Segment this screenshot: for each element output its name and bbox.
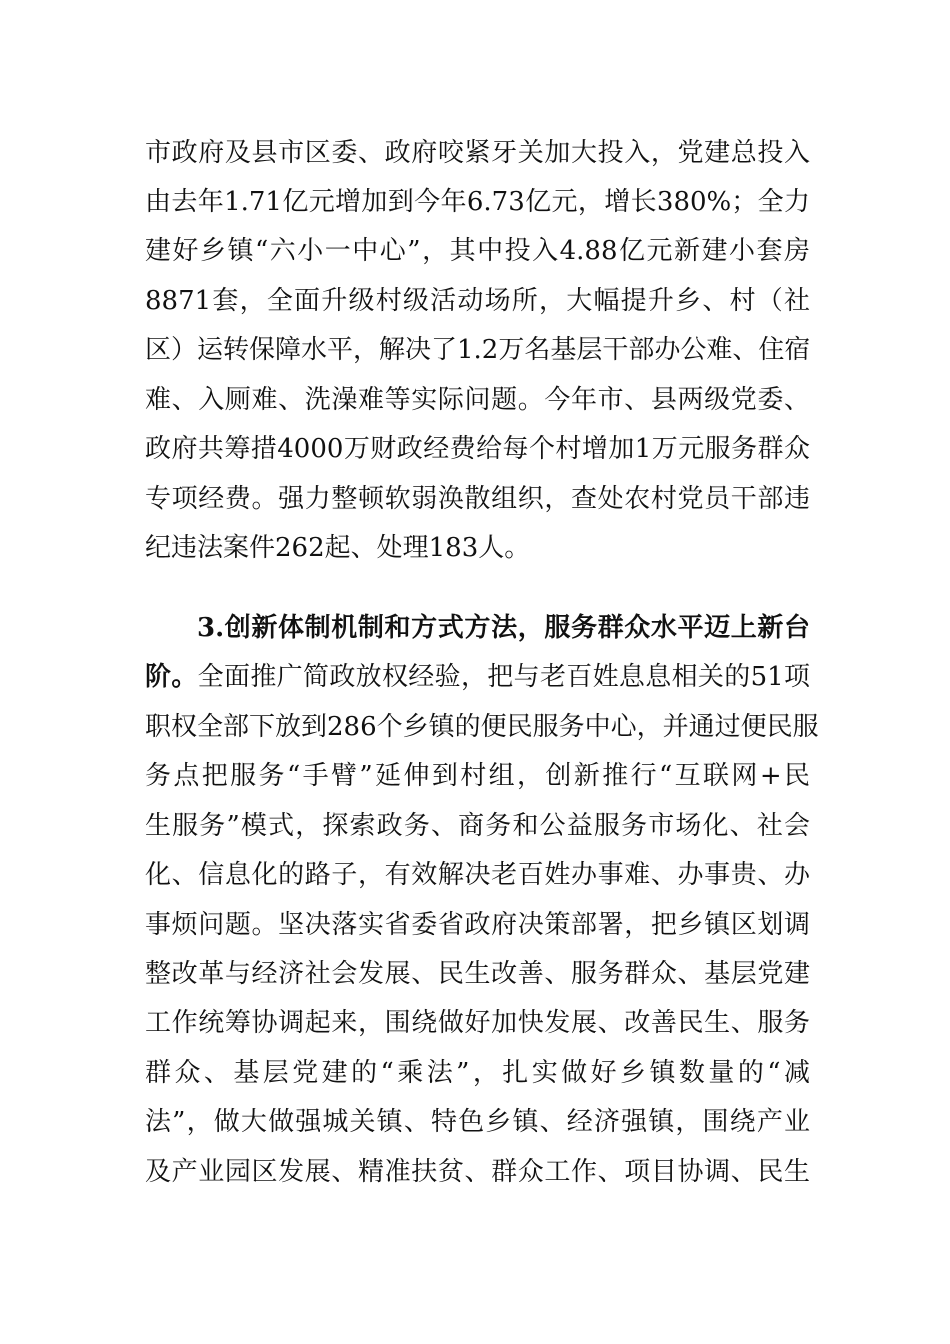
paragraph-2-line-2-text: 全面推广简政放权经验，把与老百姓息息相关的51项 [197,662,810,692]
paragraph-2-line-5: 生服务”模式，探索政务、商务和公益服务市场化、社会 [145,811,810,841]
paragraph-2-line-8: 整改革与经济社会发展、民生改善、服务群众、基层党建 [145,959,810,989]
paragraph-2-line-9: 工作统筹协调起来，围绕做好加快发展、改善民生、服务 [145,1008,810,1038]
section-heading [197,603,810,653]
paragraph-1-line-8: 专项经费。强力整顿软弱涣散组织，查处农村党员干部违 [145,484,810,514]
paragraph-2-line-12: 及产业园区发展、精准扶贫、群众工作、项目协调、民生 [145,1157,810,1187]
paragraph-1-line-3: 建好乡镇“六小一中心”，其中投入4.88亿元新建小套房 [145,236,810,266]
paragraph-2-line-7: 事烦问题。坚决落实省委省政府决策部署，把乡镇区划调 [145,910,810,940]
paragraph-2-line-11: 法”，做大做强城关镇、特色乡镇、经济强镇，围绕产业 [145,1107,810,1137]
paragraph-1-line-6: 难、入厕难、洗澡难等实际问题。今年市、县两级党委、 [145,385,810,415]
paragraph-2-line-3: 职权全部下放到286个乡镇的便民服务中心，并通过便民服 [145,712,819,742]
paragraph-2-line-10: 群众、基层党建的“乘法”，扎实做好乡镇数量的“减 [145,1058,810,1088]
paragraph-1-line-4: 8871套，全面升级村级活动场所，大幅提升乡、村（社 [145,286,810,316]
section-heading-text: 3.创新体制机制和方式方法，服务群众水平迈上新台 [197,613,810,643]
section-heading-end: 阶。 [145,662,198,692]
paragraph-1-line-2: 由去年1.71亿元增加到今年6.73亿元，增长380%；全力 [145,187,810,217]
paragraph-2-line-2 [145,652,810,702]
paragraph-2-line-6: 化、信息化的路子，有效解决老百姓办事难、办事贵、办 [145,860,810,890]
paragraph-1-line-5: 区）运转保障水平，解决了1.2万名基层干部办公难、住宿 [145,335,811,365]
paragraph-1-line-1: 市政府及县市区委、政府咬紧牙关加大投入，党建总投入 [145,138,810,168]
paragraph-1-line-9: 纪违法案件262起、处理183人。 [145,533,531,563]
paragraph-1-line-7: 政府共筹措4000万财政经费给每个村增加1万元服务群众 [145,434,810,464]
paragraph-2-line-4: 务点把服务“手臂”延伸到村组，创新推行“互联网+民 [145,761,810,791]
